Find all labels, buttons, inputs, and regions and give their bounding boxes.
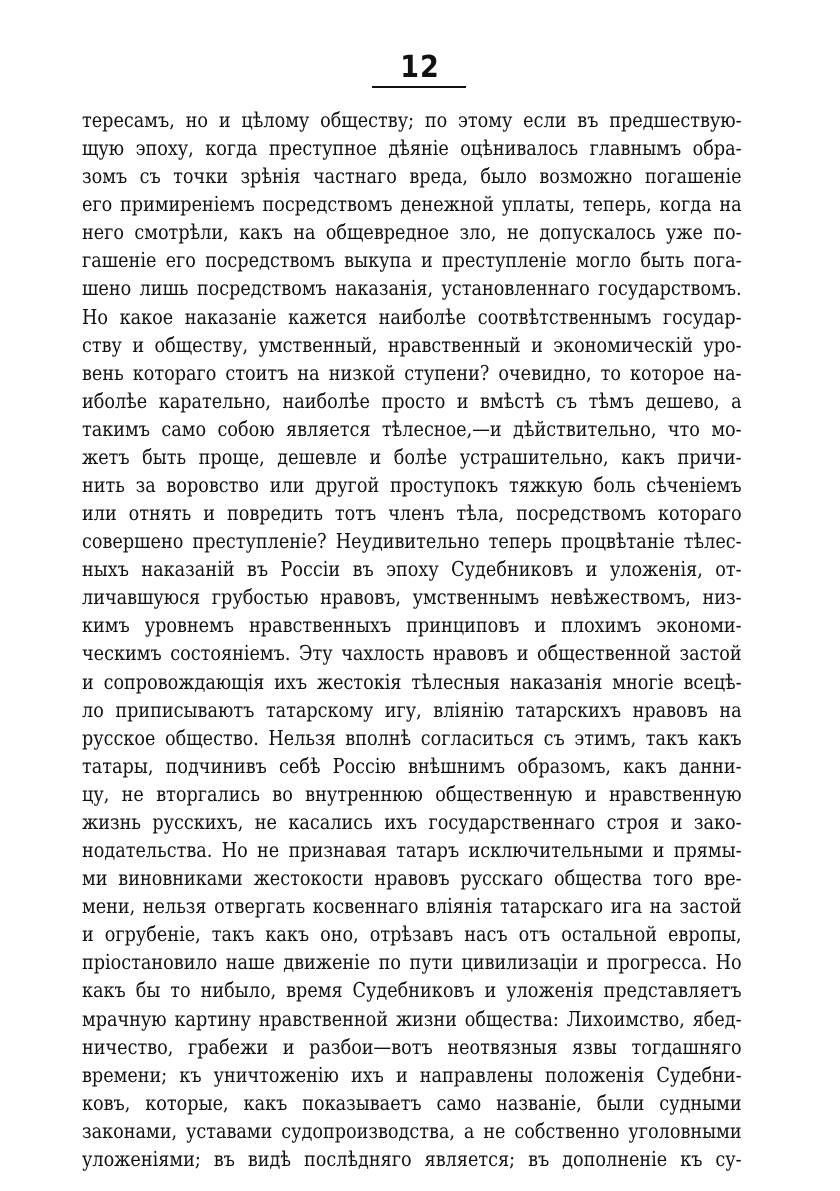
text-line: гашеніе его посредствомъ выкупа и преступленіе могло быть пога- bbox=[82, 248, 742, 273]
text-line: уложеніями; въ видѣ послѣдняго является; въ дополненіе къ су- bbox=[82, 1146, 742, 1171]
text-line: его примиреніемъ посредствомъ денежной уплаты, теперь, когда на bbox=[82, 192, 742, 217]
text-line: ми виновниками жестокости нравовъ русскаго общества того вре- bbox=[82, 866, 742, 891]
text-line: кимъ уровнемъ нравственныхъ принциповъ и плохимъ экономи- bbox=[82, 613, 742, 638]
page-number-rule bbox=[372, 86, 466, 88]
text-line: времени; къ уничтоженію ихъ и направлены положенія Судебни- bbox=[82, 1062, 742, 1087]
text-line: или отнять и повредить тотъ членъ тѣла, посредствомъ котораго bbox=[82, 501, 742, 526]
text-line: и сопровождающія ихъ жестокія тѣлесныя наказанія многіе всецѣ- bbox=[82, 669, 742, 694]
text-line: нить за воровство или другой проступокъ тяжкую боль сѣченіемъ bbox=[82, 473, 742, 498]
text-line: законами, уставами судопроизводства, а не собственно уголовными bbox=[82, 1118, 742, 1143]
text-line: нодательства. Но не признавая татаръ исключительными и прямы- bbox=[82, 838, 742, 863]
body-text bbox=[82, 106, 742, 1173]
text-line: мрачную картину нравственной жизни общества: Лихоимство, ябед- bbox=[82, 1006, 742, 1031]
text-line: щую эпоху, когда преступное дѣяніе оцѣнивалось главнымъ обра- bbox=[82, 136, 742, 161]
text-line: жизнь русскихъ, не касались ихъ государственнаго строя и зако- bbox=[82, 809, 742, 834]
page-number: 12 bbox=[400, 50, 440, 85]
text-line: татары, подчинивъ себѣ Россію внѣшнимъ образомъ, какъ данни- bbox=[82, 753, 742, 778]
text-line: русское общество. Нельзя вполнѣ согласиться съ этимъ, такъ какъ bbox=[82, 725, 742, 750]
text-line: иболѣе карательно, наиболѣе просто и вмѣстѣ съ тѣмъ дешево, а bbox=[82, 388, 742, 413]
text-line: ныхъ наказаній въ Россіи въ эпоху Судебниковъ и уложенія, от- bbox=[82, 557, 742, 582]
text-line: жетъ быть проще, дешевле и болѣе устрашительно, какъ причи- bbox=[82, 444, 742, 469]
text-line: Но какое наказаніе кажется наиболѣе соотвѣтственнымъ государ- bbox=[82, 304, 742, 329]
text-line: тересамъ, но и цѣлому обществу; по этому если въ предшествую- bbox=[82, 108, 742, 132]
text-line: него смотрѣли, какъ на общевредное зло, не допускалось уже по- bbox=[82, 220, 742, 245]
text-line: шено лишь посредствомъ наказанія, установленнаго государствомъ. bbox=[82, 276, 742, 301]
text-line: такимъ само собою является тѣлесное,—и дѣйствительно, что мо- bbox=[82, 416, 742, 441]
text-line: какъ бы то нибыло, время Судебниковъ и уложенія представляетъ bbox=[82, 978, 742, 1003]
text-line: совершено преступленіе? Неудивительно теперь процвѣтаніе тѣлес- bbox=[82, 529, 742, 554]
text-line: зомъ съ точки зрѣнія частнаго вреда, было возможно погашеніе bbox=[82, 164, 742, 189]
text-line: вень котораго стоитъ на низкой ступени? очевидно, то которое на- bbox=[82, 360, 742, 385]
text-line: ковъ, которые, какъ показываетъ само названіе, были судными bbox=[82, 1090, 742, 1115]
text-line: цу, не вторгались во внутреннюю общественную и нравственную bbox=[82, 781, 742, 806]
text-line: пріостановило наше движеніе по пути цивилизаціи и прогресса. Но bbox=[82, 950, 742, 975]
text-line: ло приписываютъ татарскому игу, вліянію татарскихъ нравовъ на bbox=[82, 697, 742, 722]
text-line: ческимъ состояніемъ. Эту чахлость нравовъ и общественной застой bbox=[82, 641, 742, 666]
text-line: мени, нельзя отвергать косвеннаго вліянія татарскаго ига на застой bbox=[82, 894, 742, 919]
text-line: и огрубеніе, такъ какъ оно, отрѣзавъ насъ отъ остальной европы, bbox=[82, 922, 742, 947]
text-line: ству и обществу, умственный, нравственный и экономическій уро- bbox=[82, 332, 742, 357]
text-line: личавшуюся грубостью нравовъ, умственнымъ невѣжествомъ, низ- bbox=[82, 585, 742, 610]
text-line: ничество, грабежи и разбои—вотъ неотвязныя язвы тогдашняго bbox=[82, 1034, 742, 1059]
